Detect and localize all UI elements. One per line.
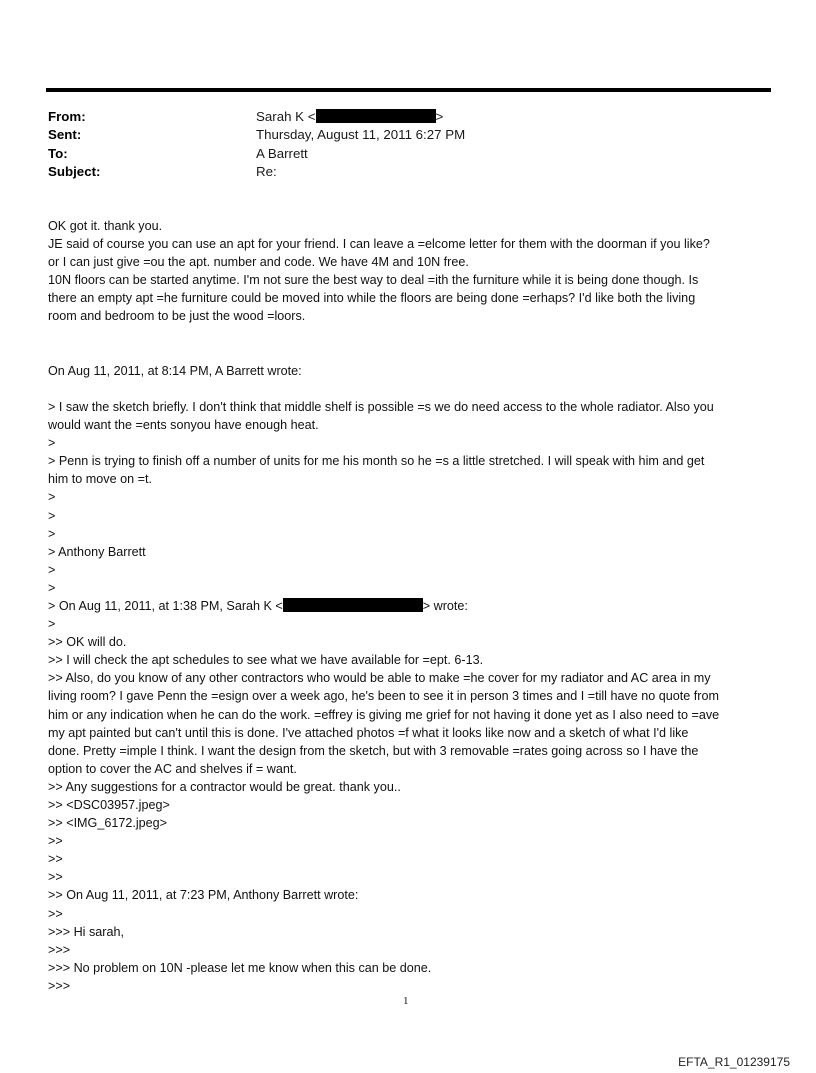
attachment-line: >> <DSC03957.jpeg> xyxy=(48,798,170,812)
quote-line: >> OK will do. xyxy=(48,635,127,650)
quote-line: >> xyxy=(48,834,63,849)
quote-line: > I saw the sketch briefly. I don't think that middle shelf is possible =s we do need access to the whole radiator. Also you xyxy=(48,399,714,414)
quote-line: > xyxy=(48,508,56,523)
quote-line: >> Also, do you know of any other contractors who would be able to make =he cover for my radiator and AC area in my xyxy=(48,671,711,686)
quote-line: >>> xyxy=(48,942,71,957)
body-line: JE said of course you can use an apt for your friend. I can leave a =elcome letter for them with the doorman if you like? xyxy=(48,237,710,252)
subject-value: Re: xyxy=(256,163,277,179)
email-header xyxy=(48,108,465,181)
from-value xyxy=(256,108,443,126)
redaction-bar xyxy=(316,109,436,123)
from-name: Sarah K < xyxy=(256,109,316,124)
quote-line: >>> No problem on 10N -please let me know when this can be done. xyxy=(48,960,432,975)
quote-line: >>> Hi sarah, xyxy=(48,924,124,939)
to-value: A Barrett xyxy=(256,145,308,161)
quote-line: >> xyxy=(48,870,63,885)
subject-row xyxy=(48,163,465,181)
blank-line xyxy=(48,380,773,398)
body-line: there an empty apt =he furniture could be moved into while the floors are being done =erhaps? I'd like both the living xyxy=(48,291,696,306)
quote-line: my apt painted but can't until this is done. I've attached photos =f what it looks like now and a sketch of what I'd like xyxy=(48,725,689,740)
quote-intro-prefix: > On Aug 11, 2011, at 1:38 PM, Sarah K < xyxy=(48,598,283,613)
quote-line: living room? I gave Penn the =esign over a week ago, he's been to see it in person 3 times and I =till have no quote from xyxy=(48,689,719,704)
body-line: 10N floors can be started anytime. I'm not sure the best way to deal =ith the furniture while it is being done though. Is xyxy=(48,273,699,288)
subject-label: Subject: xyxy=(48,163,101,179)
quote-intro: On Aug 11, 2011, at 8:14 PM, A Barrett wrote: xyxy=(48,363,302,378)
to-row xyxy=(48,145,465,163)
quote-line: >> xyxy=(48,852,63,867)
quote-line: option to cover the AC and shelves if = want. xyxy=(48,761,297,776)
quote-line: him or any indication when he can do the work. =effrey is giving me grief for not having it done yet as I also need to =ave xyxy=(48,707,720,722)
quote-line: >> Any suggestions for a contractor would be great. thank you.. xyxy=(48,779,401,794)
quote-line: > xyxy=(48,562,56,577)
quote-line: would want the =ents sonyou have enough heat. xyxy=(48,418,319,433)
blank-line xyxy=(48,326,773,344)
email-body xyxy=(48,217,773,995)
from-row xyxy=(48,108,465,126)
quote-line: > Anthony Barrett xyxy=(48,544,146,559)
sent-row xyxy=(48,126,465,144)
quote-line: done. Pretty =imple I think. I want the design from the sketch, but with 3 removable =rates going across so I have the xyxy=(48,743,699,758)
quote-line: him to move on =t. xyxy=(48,472,152,487)
quote-line: >> I will check the apt schedules to see what we have available for =ept. 6-13. xyxy=(48,653,484,668)
sent-label: Sent: xyxy=(48,127,82,143)
body-line: or I can just give =ou the apt. number and code. We have 4M and 10N free. xyxy=(48,255,469,270)
quote-line: > xyxy=(48,436,56,451)
body-line: room and bedroom to be just the wood =loors. xyxy=(48,309,306,324)
from-close: > xyxy=(435,109,444,124)
page-number: 1 xyxy=(403,995,409,1007)
quote-line: >> xyxy=(48,906,63,921)
document-id: EFTA_R1_01239175 xyxy=(678,1055,790,1069)
quote-line: > xyxy=(48,526,56,541)
blank-line xyxy=(48,344,773,362)
header-rule xyxy=(46,88,771,92)
sent-value: Thursday, August 11, 2011 6:27 PM xyxy=(256,127,466,143)
quote-line: > xyxy=(48,490,56,505)
to-label: To: xyxy=(48,145,68,161)
attachment-line: >> <IMG_6172.jpeg> xyxy=(48,816,168,831)
quote-line: >> On Aug 11, 2011, at 7:23 PM, Anthony Barrett wrote: xyxy=(48,888,359,903)
body-line: OK got it. thank you. xyxy=(48,219,163,233)
quote-line: > xyxy=(48,580,56,595)
quote-intro-nested xyxy=(48,597,773,615)
quote-line: > Penn is trying to finish off a number of units for me his month so he =s a little stretched. I will speak with him and get xyxy=(48,454,705,469)
from-label: From: xyxy=(48,109,86,124)
redaction-bar xyxy=(283,598,423,612)
quote-line: > xyxy=(48,617,56,632)
quote-intro-suffix: > wrote: xyxy=(422,598,468,613)
quote-line: >>> xyxy=(48,978,71,993)
